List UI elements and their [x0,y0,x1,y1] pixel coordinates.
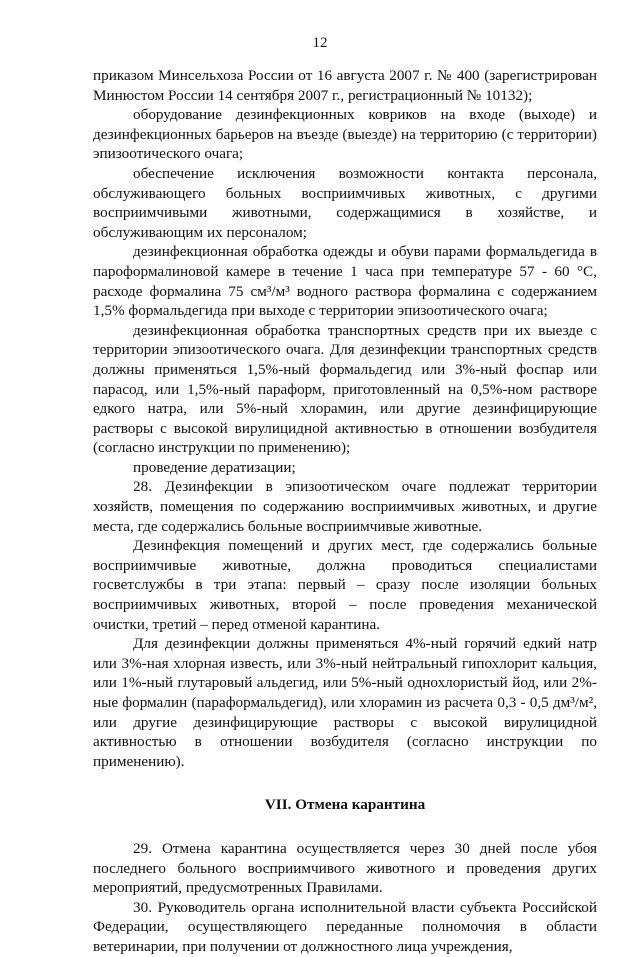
paragraph: дезинфекционная обработка транспортных средств при их выезде с территории эпизоотического очага. Для дезинфекции транспортных средств должны применяться 1,5%-ный формальдегид или 3%-ный фоспар или парасод, или 1,5%-ный параформ, приготовленный на 0,5%-ном растворе едкого натра, или 5%-ный хлорамин, или другие дезинфицирующие растворы с высокой вирулицидной активностью в отношении возбудителя (согласно инструкции по применению); [93,321,597,457]
paragraph: приказом Минсельхоза России от 16 августа 2007 г. № 400 (зарегистрирован Минюстом России 14 сентября 2007 г., регистрационный № 10132); [93,67,597,104]
paragraph: 29. Отмена карантина осуществляется через 30 дней после убоя последнего больного восприимчивого животного и проведения других мероприятий, предусмотренных Правилами. [93,839,597,897]
document-body [93,66,597,957]
section-title: VII. Отмена карантина [264,796,426,814]
paragraph: Дезинфекция помещений и других мест, где содержались больные восприимчивые животные, должна проводиться специалистами госветслужбы в три этапа: первый – сразу после изоляции больных восприимчивых животных, второй – после проведения механической очистки, третий – перед отменой карантина. [93,537,597,633]
paragraph: Для дезинфекции должны применяться 4%-ный горячий едкий натр или 3%-ная хлорная известь, или 3%-ный нейтральный гипохлорит кальция, или 1%-ный глутаровый альдегид, или 5%-ный однохлористый йод, или 2%-ные формалин (параформальдегид), или хлорамин из расчета 0,3 - 0,5 дм³/м², или другие дезинфицирующие растворы с высокой вирулицидной активностью в отношении возбудителя (согласно инструкции по применению). [93,635,597,770]
paragraph: дезинфекционная обработка одежды и обуви парами формальдегида в пароформалиновой камере в течение 1 часа при температуре 57 - 60 °С, расходе формалина 75 см³/м³ водного раствора формалина с содержанием 1,5% формальдегида при выходе с территории эпизоотического очага; [93,243,597,320]
page-number: 12 [312,35,328,51]
paragraph: оборудование дезинфекционных ковриков на входе (выходе) и дезинфекционных барьеров на въезде (выезде) на территорию (с территории) эпизоотического очага; [93,106,597,163]
paragraph: проведение дератизации; [133,458,296,476]
paragraph: 28. Дезинфекции в эпизоотическом очаге подлежат территории хозяйств, помещения по содержанию восприимчивых животных, и другие места, где содержались больные восприимчивые животные. [93,478,597,535]
paragraph: 30. Руководитель органа исполнительной власти субъекта Российской Федерации, осуществляющего переданные полномочия в области ветеринарии, при получении от должностного лица учреждения, [93,898,597,955]
paragraph: обеспечение исключения возможности контакта персонала, обслуживающего больных восприимчивых животных, с другими восприимчивыми животными, содержащимися в хозяйстве, и обслуживающим их персоналом; [93,164,597,241]
